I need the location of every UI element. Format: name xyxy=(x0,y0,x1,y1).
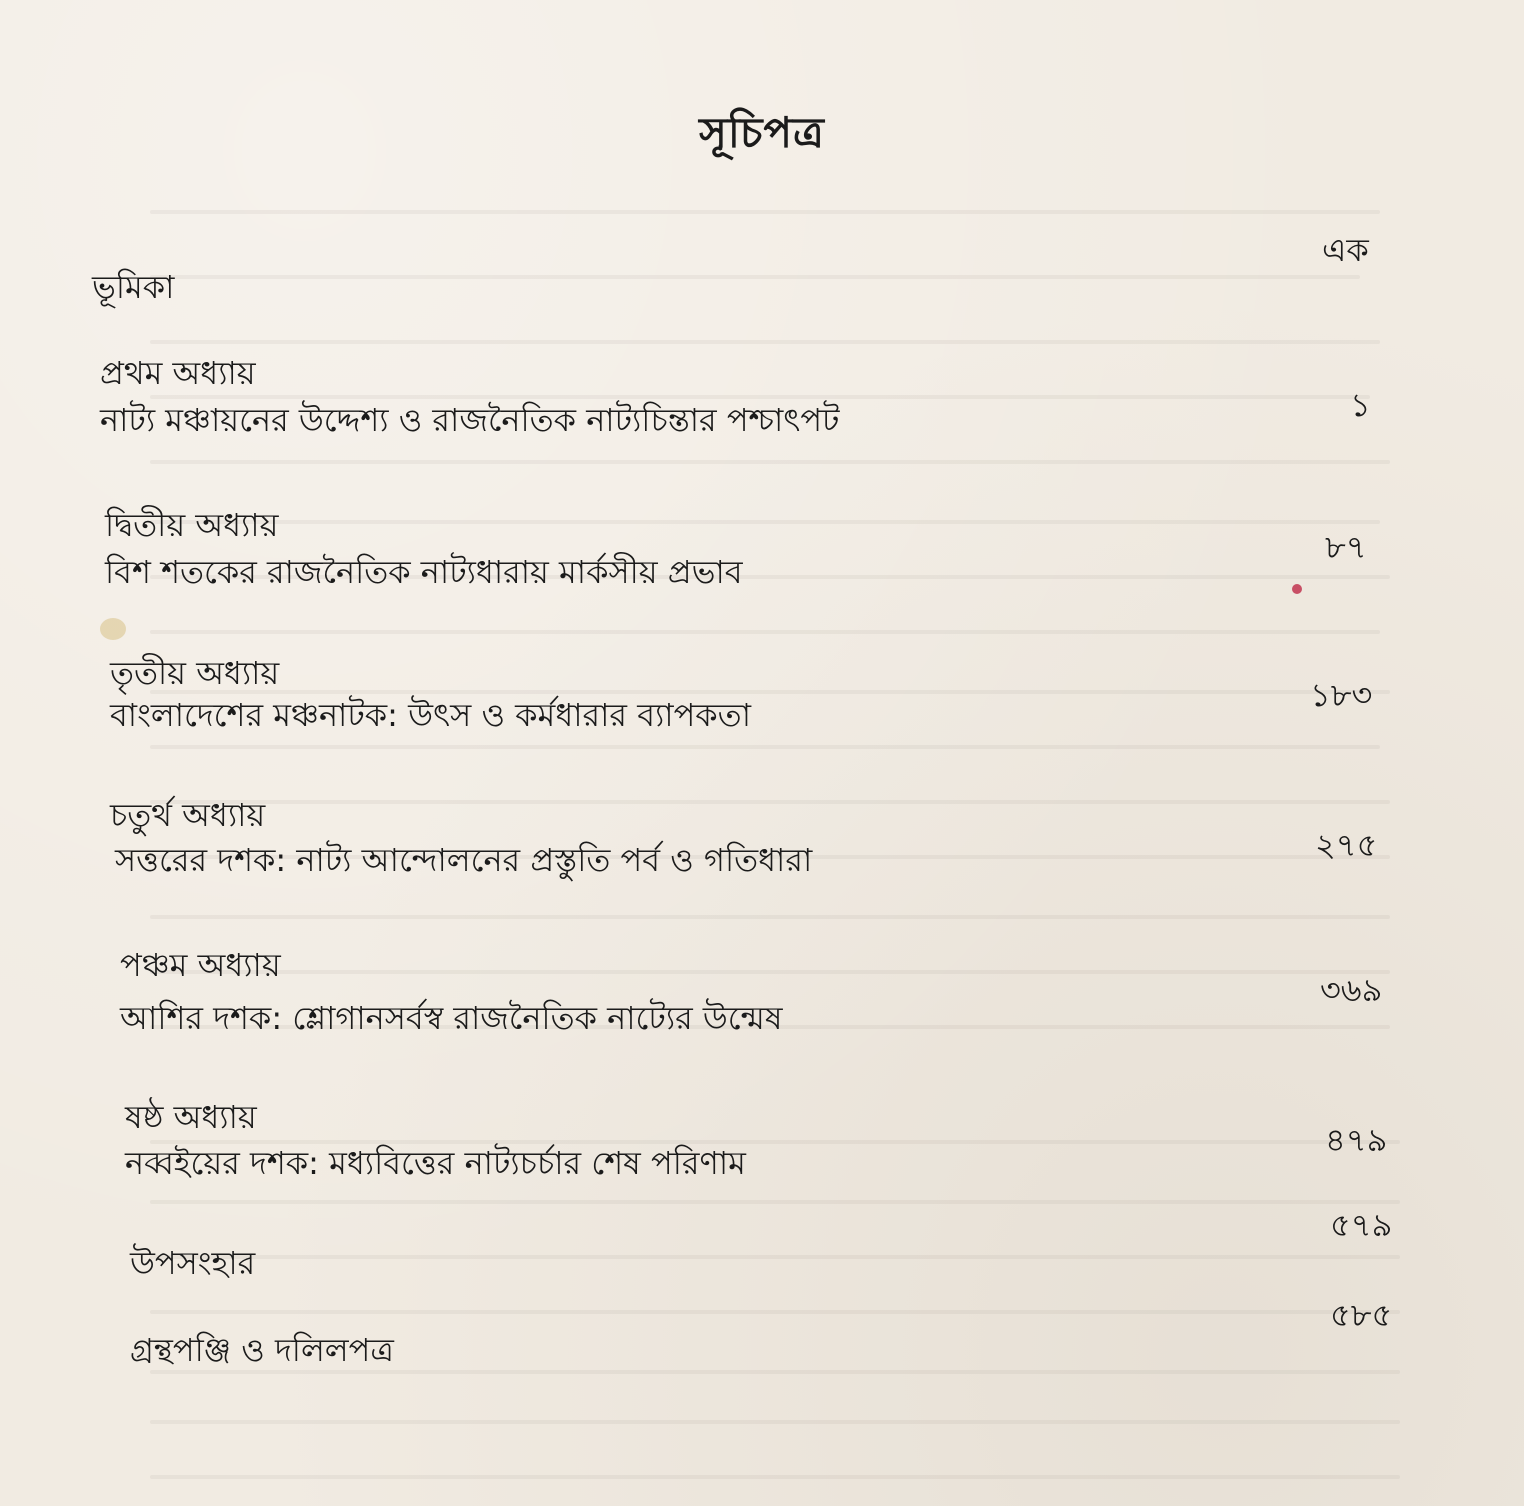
page-number-bibliography: ৫৮৫ xyxy=(1330,1296,1393,1334)
chapter-title-6: নব্বইয়ের দশক: মধ্যবিত্তের নাট্যচর্চার শেষ পরিণাম xyxy=(125,1144,746,1182)
page-number-chapter-2: ৮৭ xyxy=(1325,528,1367,566)
page-number-chapter-3: ১৮৩ xyxy=(1310,676,1373,714)
chapter-heading-6: ষষ্ঠ অধ্যায় xyxy=(125,1098,257,1136)
chapter-title-4: সত্তরের দশক: নাট্য আন্দোলনের প্রস্তুতি পর্ব ও গতিধারা xyxy=(115,841,813,879)
page-number-conclusion: ৫৭৯ xyxy=(1330,1206,1393,1244)
chapter-title-3: বাংলাদেশের মঞ্চনাটক: উৎস ও কর্মধারার ব্যাপকতা xyxy=(110,696,751,734)
toc-entry-conclusion: উপসংহার xyxy=(130,1244,256,1282)
chapter-heading-3: তৃতীয় অধ্যায় xyxy=(110,654,280,692)
chapter-title-2: বিশ শতকের রাজনৈতিক নাট্যধারায় মার্কসীয় প্রভাব xyxy=(105,553,743,591)
page-number-preface: এক xyxy=(1322,231,1369,269)
ink-dot xyxy=(1292,584,1302,594)
page-number-chapter-5: ৩৬৯ xyxy=(1320,971,1383,1009)
toc-entry-bibliography: গ্রন্থপঞ্জি ও দলিলপত্র xyxy=(130,1331,394,1369)
chapter-heading-4: চতুর্থ অধ্যায় xyxy=(110,796,266,834)
chapter-heading-1: প্রথম অধ্যায় xyxy=(100,354,256,392)
page-number-chapter-4: ২৭৫ xyxy=(1315,826,1378,864)
paper-stain xyxy=(100,618,126,640)
page-number-chapter-1: ১ xyxy=(1350,386,1371,424)
chapter-heading-2: দ্বিতীয় অধ্যায় xyxy=(105,506,279,544)
chapter-title-1: নাট্য মঞ্চায়নের উদ্দেশ্য ও রাজনৈতিক নাট্যচিন্তার পশ্চাৎপট xyxy=(100,401,840,439)
chapter-title-5: আশির দশক: শ্লোগানসর্বস্ব রাজনৈতিক নাট্যের উন্মেষ xyxy=(120,999,783,1037)
page-title: সূচিপত্র xyxy=(699,108,825,157)
page-number-chapter-6: ৪৭৯ xyxy=(1325,1121,1388,1159)
chapter-heading-5: পঞ্চম অধ্যায় xyxy=(120,946,281,984)
toc-entry-preface: ভূমিকা xyxy=(92,268,175,306)
